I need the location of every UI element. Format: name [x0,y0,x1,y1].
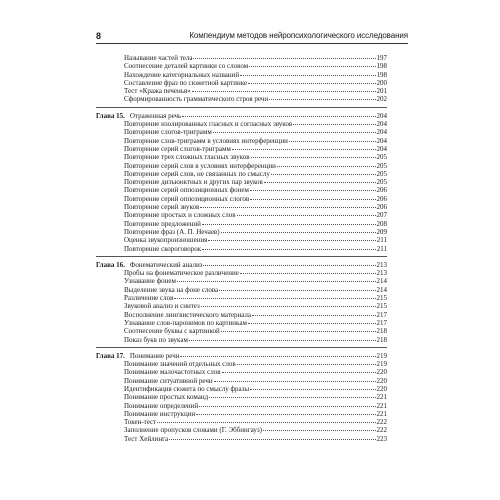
toc-entry-title: Тест Хейлинга [124,434,169,443]
chapter-title: Отраженная речь [129,111,182,120]
dot-leader [252,309,375,316]
dot-leader [201,300,376,307]
dot-leader [248,317,376,324]
toc-entry-title: Восполнение лингвистического материала [124,310,252,319]
toc-page-number: 214 [376,285,387,294]
toc-entry-title: Повторение простых и сложных слов [124,211,236,220]
dot-leader [293,118,375,125]
toc-page-number: 198 [376,62,387,71]
dot-leader [203,259,375,266]
toc-entry-title: Понимание малочастотных слов [124,368,221,377]
toc-entry-title: Звуковой анализ и синтез [124,302,200,311]
toc-entry-title: Пробы на фонематическое различение [124,269,239,278]
toc-entry-title: Повторение серий звуков [124,203,200,212]
dot-leader [271,168,376,175]
chapter-label: Глава 17. [96,351,125,360]
toc-page-number: 213 [376,269,387,278]
toc-page-number: 200 [376,78,387,87]
dot-leader [208,234,375,241]
dot-leader [182,110,375,117]
page-header [96,30,408,44]
toc-entry-title [96,112,181,120]
toc-entry-title: Понимание простых команд [124,393,209,402]
toc-entry [96,94,387,102]
dot-leader [222,366,376,373]
toc-page-number: 214 [376,277,387,286]
dot-leader [240,267,376,274]
toc-entry-title: Идентификация сюжета по смыслу фразы [124,384,250,393]
toc-page-number: 209 [376,227,387,236]
dot-leader [221,226,376,233]
dot-leader [277,160,376,167]
toc-page-number: 220 [376,368,387,377]
dot-leader [202,243,376,250]
toc-entry-title: Токен-тест [124,418,157,427]
toc-entry-title: Повторение серий слов, не связанных по смыслу [124,169,270,178]
toc-page-number: 205 [376,169,387,178]
toc-entry [96,335,387,343]
chapter-divider [96,107,387,108]
dot-leader [200,201,375,208]
toc-page-number: 205 [376,161,387,170]
page-number: 8 [96,31,102,41]
toc-page-number: 204 [376,120,387,129]
chapter-label: Глава 16. [96,260,125,269]
dot-leader [214,375,376,382]
table-of-contents [96,53,387,442]
toc-entry-title: Понимание инструкции [124,409,196,418]
chapter-title: Понимание речи [129,351,180,360]
toc-entry-title: Повторение трех сложных гласных звуков [124,153,250,162]
toc-page-number: 204 [376,111,387,120]
dot-leader [289,135,376,142]
toc-entry-title: Понимание определений [124,401,199,410]
toc-entry-title: Повторение серий оппозиционных фонем [124,186,249,195]
toc-entry-title: Нахождение категориальных названий [124,70,240,79]
toc-page-number: 202 [376,95,387,104]
toc-page-number: 222 [376,426,387,435]
dot-leader [196,408,375,415]
dot-leader [202,218,376,225]
toc-entry-title [96,352,179,360]
dot-leader [221,325,376,332]
toc-page-number: 219 [376,351,387,360]
toc-page-number: 221 [376,409,387,418]
toc-entry [96,244,387,252]
toc-page-number: 215 [376,294,387,303]
toc-page-number: 221 [376,393,387,402]
toc-page-number: 217 [376,310,387,319]
toc-entry-title: Повторение фраз (А. П. Нечаев) [124,227,220,236]
toc-page-number: 215 [376,302,387,311]
toc-entry-title: Различение слов [124,294,174,303]
chapter-divider [96,347,387,348]
toc-page-number: 204 [376,144,387,153]
toc-entry-title: Сформированность грамматического строя речи [124,95,269,104]
toc-entry-title: Выделение звука на фоне слова [124,285,219,294]
dot-leader [209,391,375,398]
dot-leader [250,383,375,390]
toc-page-number: 223 [376,434,387,443]
dot-leader [180,350,375,357]
dot-leader [189,334,376,341]
toc-entry-title: Тест «Кража печенья» [124,87,191,96]
toc-page-number: 208 [376,219,387,228]
toc-entry-title: Повторение слов-триграмм в условиях интерференции [124,136,288,145]
dot-leader [199,400,375,407]
header-rule [96,43,408,44]
toc-entry-title: Соотнесение деталей картинки со словом [124,62,249,71]
toc-page-number: 206 [376,194,387,203]
dot-leader [250,193,375,200]
toc-entry-title: Составление фраз по сюжетной картинке [124,78,248,87]
toc-entry-title: Заполнение пропусков словами (Г. Эббингауз) [124,426,262,435]
toc-page-number: 211 [376,244,387,253]
toc-entry-title [96,261,202,269]
toc-entry-title: Узнавание фонем [124,277,176,286]
dot-leader [157,416,375,423]
toc-page-number: 218 [376,335,387,344]
dot-leader [193,52,375,59]
toc-page-number: 222 [376,418,387,427]
toc-entry-title: Оценка звукопроизношения [124,236,208,245]
chapter-label: Глава 15. [96,111,125,120]
dot-leader [174,292,375,299]
dot-leader [219,284,375,291]
toc-entry-title: Показ букв по звукам [124,335,188,344]
toc-entry-title: Понимание ситуативной речи [124,376,213,385]
toc-entry-title: Повторение серий слов в условиях интерференции [124,161,276,170]
chapter-divider [96,256,387,257]
toc-entry-title: Повторение серий слогов-триграмм [124,144,231,153]
chapter-title: Фонематический анализ [129,260,203,269]
dot-leader [240,69,375,76]
toc-entry-title: Повторение дизъюнктных и других пар звуков [124,178,263,187]
toc-entry [96,434,387,442]
toc-entry-title: Повторение предложений [124,219,201,228]
toc-page-number: 206 [376,203,387,212]
dot-leader [264,176,376,183]
toc-page-number: 207 [376,211,387,220]
toc-page-number: 219 [376,360,387,369]
toc-page-number: 206 [376,186,387,195]
dot-leader [177,275,376,282]
dot-leader [237,358,376,365]
toc-page-number: 198 [376,70,387,79]
dot-leader [251,151,376,158]
toc-entry-title: Повторение изолированных гласных и согласных звуков [124,120,293,129]
toc-entry-title: Называние частей тела [124,54,193,62]
dot-leader [269,93,375,100]
running-title: Компендиум методов нейропсихологического исследования [189,31,408,40]
toc-entry-title: Повторение слогов-триграмм [124,128,212,137]
toc-page-number: 205 [376,153,387,162]
toc-entry-title: Узнавание слов-паронимов по картинкам [124,318,247,327]
toc-page-number: 221 [376,401,387,410]
toc-page-number: 197 [376,54,387,62]
toc-page-number: 205 [376,178,387,187]
toc-page-number: 220 [376,376,387,385]
dot-leader [169,433,375,440]
toc-page-number: 218 [376,327,387,336]
toc-page-number: 204 [376,128,387,137]
dot-leader [249,60,375,67]
dot-leader [192,85,376,92]
toc-page-number: 204 [376,136,387,145]
toc-page-number: 211 [376,236,387,245]
toc-entry-title: Понимание значений отдельных слов [124,360,236,369]
dot-leader [213,126,376,133]
dot-leader [237,209,376,216]
toc-page-number: 213 [376,260,387,269]
toc-page-number: 201 [376,87,387,96]
dot-leader [248,77,375,84]
toc-page-number: 217 [376,318,387,327]
toc-page-number: 220 [376,384,387,393]
toc-entry-title: Соотнесение буквы с картинкой [124,327,220,336]
toc-entry-title: Повторение скороговорок [124,244,202,253]
dot-leader [263,424,376,431]
dot-leader [232,143,376,150]
toc-entry-title: Повторение серий оппозиционных слогов [124,194,250,203]
dot-leader [250,184,376,191]
